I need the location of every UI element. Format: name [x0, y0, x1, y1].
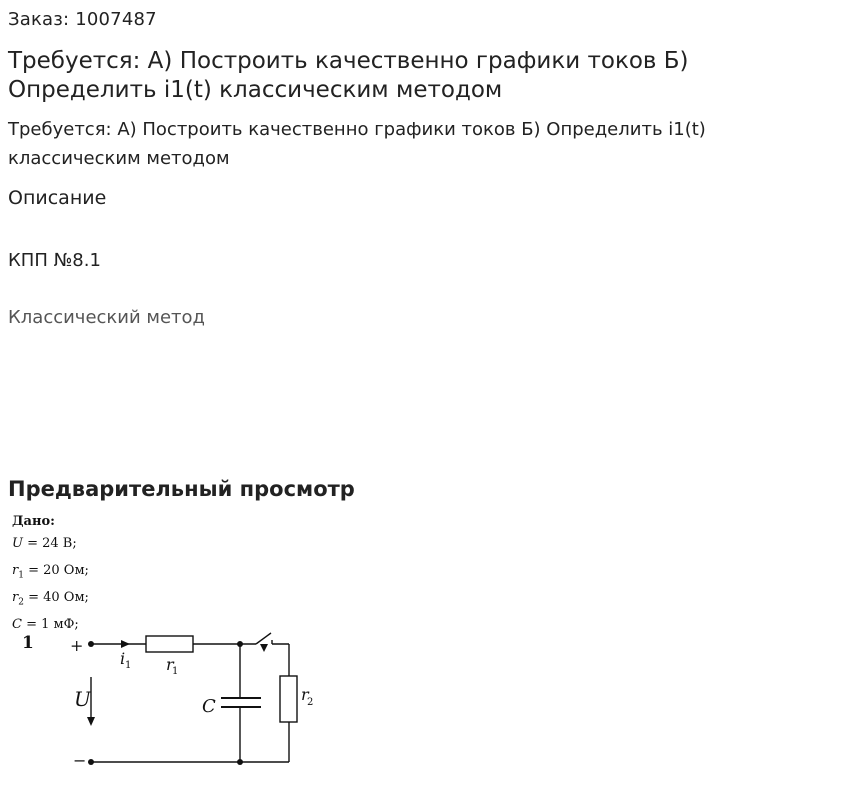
r2-label: r	[301, 685, 309, 704]
r1-label: r	[166, 655, 174, 674]
order-number: Заказ: 1007487	[8, 9, 157, 30]
current-label: i	[120, 649, 126, 668]
given-line: $r_1 = 20$ Ом;	[12, 562, 89, 581]
plus-sign: +	[70, 636, 84, 655]
given-line: C = 1 мФ;	[12, 616, 79, 632]
task-description: Требуется: А) Построить качественно графики токов Б) Определить i1(t) классическим методом	[8, 119, 706, 169]
preview-heading: Предварительный просмотр	[8, 477, 355, 501]
r2-subscript: 2	[307, 697, 314, 708]
description-section-heading: Описание	[8, 187, 107, 209]
voltage-label: U	[74, 687, 91, 711]
method-label: Классический метод	[8, 307, 205, 328]
capacitor-label: C	[202, 696, 216, 717]
kpp-label: КПП №8.1	[8, 250, 101, 271]
resistor-r1	[146, 636, 193, 652]
r1-subscript: 1	[172, 666, 179, 677]
circuit-diagram	[0, 620, 340, 780]
page-title: Требуется: А) Построить качественно графики токов Б) Определить i1(t) классическим методом	[8, 48, 689, 103]
resistor-r2	[280, 676, 297, 722]
minus-sign: −	[73, 751, 87, 770]
switch-blade	[256, 633, 271, 644]
circuit-number: 1	[22, 633, 34, 653]
given-line: U = 24 В;	[12, 535, 77, 551]
current-subscript: 1	[125, 660, 132, 671]
given-line: $r_2 = 40$ Ом;	[12, 589, 89, 608]
given-header: Дано:	[12, 514, 55, 529]
